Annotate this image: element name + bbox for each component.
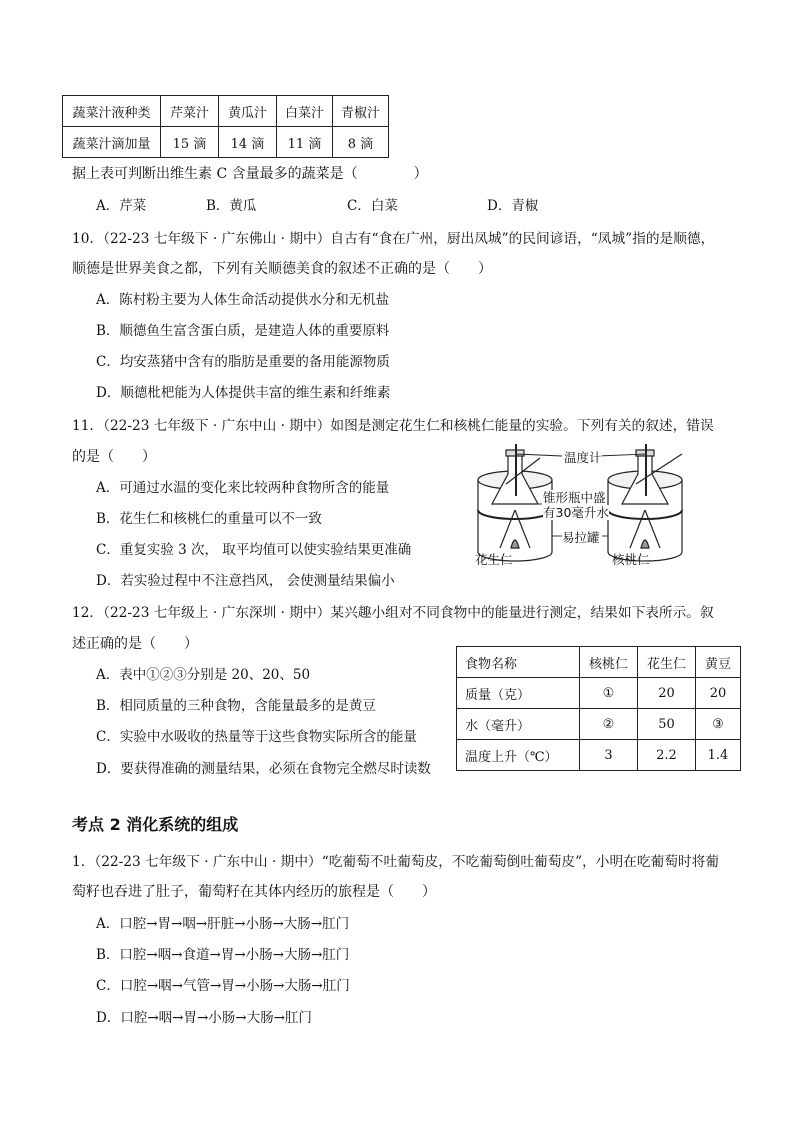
q12-stem-line1: 12．（22-23 七年级上 · 广东深圳 · 期中）某兴趣小组对不同食物中的能量进行测定，结果如下表所示。叙: [72, 605, 714, 621]
table-cell: 1.4: [696, 740, 741, 771]
label-can: 易拉罐: [562, 530, 600, 545]
s2q1-option-c: C．口腔→咽→气管→胃→小肠→大肠→肛门: [96, 978, 350, 994]
table-cell: 20: [638, 678, 696, 709]
table-cell: 蔬菜汁液种类: [63, 96, 161, 127]
table-cell: 14 滴: [219, 127, 277, 158]
table-row: [63, 96, 389, 127]
table-cell: 50: [638, 709, 696, 740]
food-energy-table: [456, 646, 741, 771]
table-cell: 20: [696, 678, 741, 709]
table-row: [457, 740, 741, 771]
table-cell: 青椒汁: [333, 96, 389, 127]
table-cell: 质量（克）: [457, 678, 580, 709]
vegetable-juice-table: [62, 95, 389, 158]
table-cell: ②: [580, 709, 638, 740]
left-can: [478, 444, 552, 561]
table-cell: 食物名称: [457, 647, 580, 678]
q11-stem-line2: 的是（ ）: [72, 449, 156, 465]
q10-option-d: D．顺德枇杷能为人体提供丰富的维生素和纤维素: [96, 385, 391, 401]
table-cell: ①: [580, 678, 638, 709]
table-cell: 黄瓜汁: [219, 96, 277, 127]
q9-option-d: D．青椒: [487, 198, 539, 214]
table-cell: 花生仁: [638, 647, 696, 678]
s2q1-option-b: B．口腔→咽→食道→胃→小肠→大肠→肛门: [96, 947, 350, 963]
q10-option-b: B．顺德鱼生富含蛋白质，是建造人体的重要原料: [96, 323, 390, 339]
table-cell: 芹菜汁: [161, 96, 219, 127]
q12-stem-line2: 述正确的是（ ）: [72, 636, 198, 652]
label-peanut: 花生仁: [475, 552, 513, 567]
label-flask-line1: 锥形瓶中盛: [543, 490, 606, 505]
q11-option-d: D．若实验过程中不注意挡风， 会使测量结果偏小: [96, 573, 395, 589]
table-cell: 水（毫升）: [457, 709, 580, 740]
s2q1-option-a: A．口腔→胃→咽→肝脏→小肠→大肠→肛门: [96, 916, 350, 932]
q9-option-b: B．黄瓜: [206, 198, 257, 214]
label-flask-line2: 有30毫升水: [543, 505, 609, 520]
table-row: [457, 647, 741, 678]
q12-option-a: A．表中①②③分别是 20、20、50: [96, 667, 311, 683]
table-cell: 白菜汁: [277, 96, 333, 127]
q9-option-a: A．芹菜: [96, 198, 147, 214]
table-cell: 8 滴: [333, 127, 389, 158]
table-cell: ③: [696, 709, 741, 740]
q11-stem-line1: 11．（22-23 七年级下 · 广东中山 · 期中）如图是测定花生仁和核桃仁能量的实验。下列有关的叙述，错误: [72, 418, 714, 434]
table-cell: 11 滴: [277, 127, 333, 158]
q9-stem: 据上表可判断出维生素 C 含量最多的蔬菜是（ ）: [72, 166, 428, 182]
s2q1-stem-line2: 萄籽也吞进了肚子，葡萄籽在其体内经历的旅程是（ ）: [72, 884, 436, 900]
q11-option-b: B．花生仁和核桃仁的重量可以不一致: [96, 511, 322, 527]
table-row: [457, 709, 741, 740]
q10-stem-line2: 顺德是世界美食之都，下列有关顺德美食的叙述不正确的是（ ）: [72, 261, 492, 277]
table-cell: 蔬菜汁滴加量: [63, 127, 161, 158]
q10-option-c: C．均安蒸猪中含有的脂肪是重要的备用能源物质: [96, 354, 390, 370]
label-walnut: 核桃仁: [612, 552, 650, 567]
q10-stem-line1: 10．（22-23 七年级下 · 广东佛山 · 期中）自古有“食在广州，厨出凤城”的民间谚语，“凤城”指的是顺德，: [72, 231, 715, 247]
q11-option-a: A．可通过水温的变化来比较两种食物所含的能量: [96, 480, 390, 496]
q10-option-a: A．陈村粉主要为人体生命活动提供水分和无机盐: [96, 292, 390, 308]
s2q1-stem-line1: 1．（22-23 七年级下 · 广东中山 · 期中）“吃葡萄不吐葡萄皮，不吃葡萄倒吐葡萄皮”，小明在吃葡萄时将葡: [72, 854, 719, 870]
table-cell: 核桃仁: [580, 647, 638, 678]
table-row: [63, 127, 389, 158]
section-heading: 考点 2 消化系统的组成: [72, 815, 239, 834]
table-cell: 温度上升（℃）: [457, 740, 580, 771]
q12-option-c: C．实验中水吸收的热量等于这些食物实际所含的能量: [96, 729, 417, 745]
table-cell: 3: [580, 740, 638, 771]
table-cell: 15 滴: [161, 127, 219, 158]
label-thermometer: 温度计: [564, 450, 602, 465]
q9-option-c: C．白菜: [347, 198, 398, 214]
right-can: [608, 444, 682, 561]
q11-option-c: C．重复实验 3 次， 取平均值可以使实验结果更准确: [96, 542, 412, 558]
q12-option-b: B．相同质量的三种食物，含能量最多的是黄豆: [96, 698, 376, 714]
table-cell: 黄豆: [696, 647, 741, 678]
table-cell: 2.2: [638, 740, 696, 771]
s2q1-option-d: D．口腔→咽→胃→小肠→大肠→肛门: [96, 1010, 312, 1026]
q12-option-d: D．要获得准确的测量结果，必须在食物完全燃尽时读数: [96, 761, 431, 777]
table-row: [457, 678, 741, 709]
